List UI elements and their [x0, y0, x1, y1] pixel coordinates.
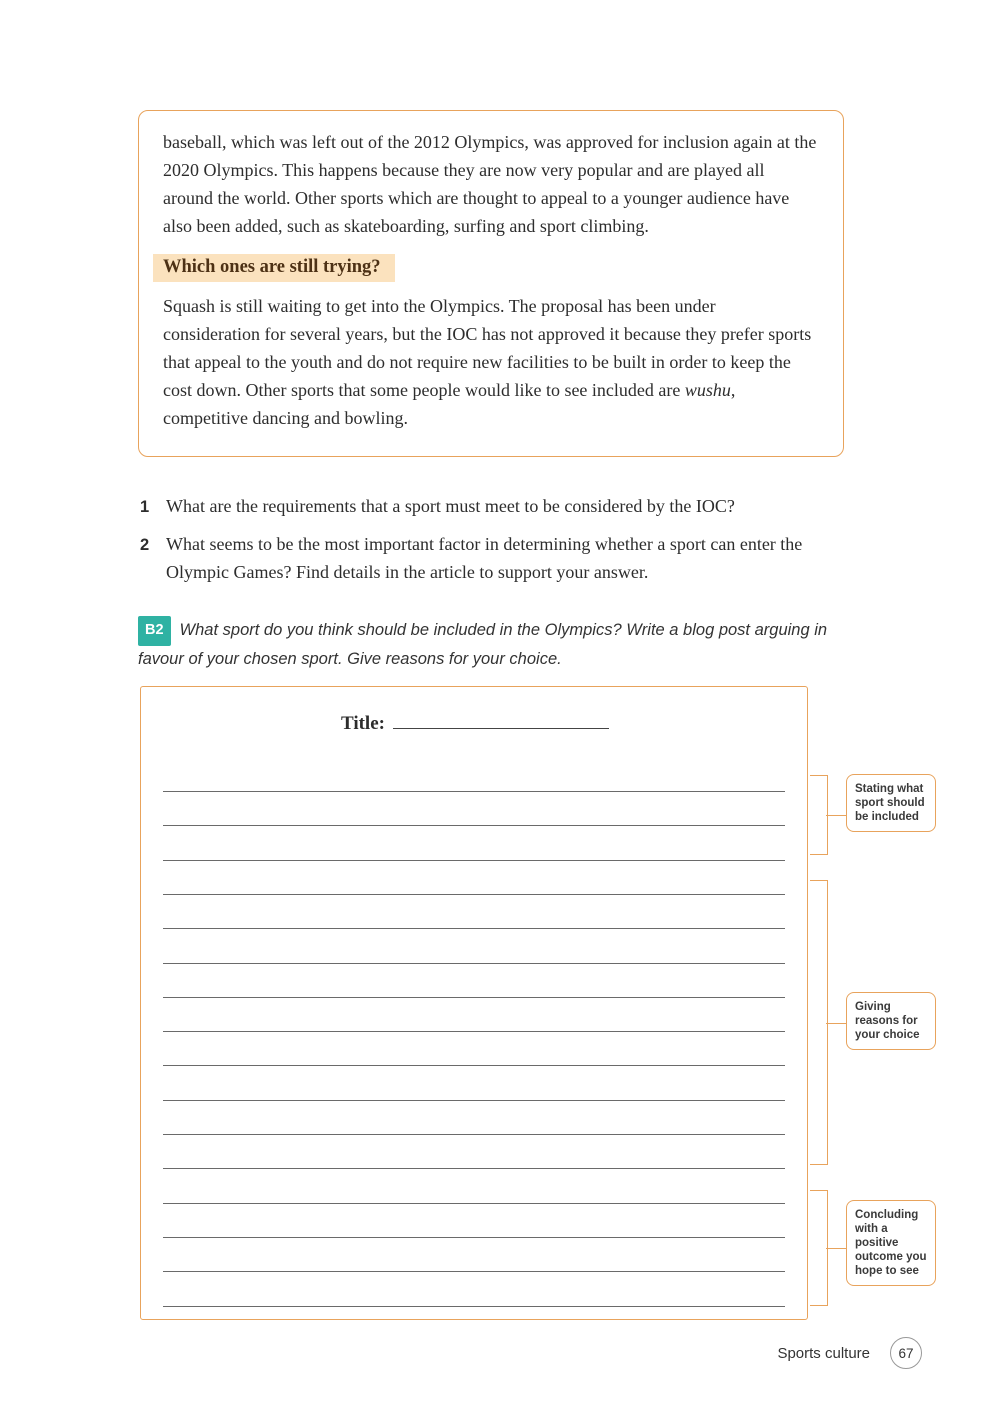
writing-line [163, 963, 785, 964]
writing-line [163, 997, 785, 998]
section-heading: Which ones are still trying? [153, 254, 395, 282]
reading-box [138, 110, 844, 457]
exercise-prompt: What sport do you think should be included in the Olympics? Write a blog post arguing in favour of your chosen sport. Give reasons for your choice. [138, 621, 828, 668]
title-line [393, 714, 609, 729]
writing-line [163, 1134, 785, 1135]
footer [777, 1337, 922, 1369]
question-2 [140, 530, 860, 586]
reading-paragraph-2 [163, 292, 817, 432]
writing-line [163, 1168, 785, 1169]
reading-paragraph-2-italic-term: wushu [684, 380, 731, 400]
footer-section-label: Sports culture [777, 1344, 870, 1362]
writing-line [163, 860, 785, 861]
writing-line [163, 1271, 785, 1272]
connector-stating [826, 815, 848, 816]
title-label: Title: [341, 713, 385, 734]
exercise-badge: B2 [138, 616, 171, 646]
writing-line [163, 1203, 785, 1204]
page-number-badge: 67 [890, 1337, 922, 1369]
writing-line [163, 1306, 785, 1307]
writing-line [163, 894, 785, 895]
writing-line [163, 825, 785, 826]
callout-stating: Stating what sport should be included [846, 774, 936, 832]
questions [140, 492, 860, 595]
reading-paragraph-2-post: , competitive dancing and bowling. [163, 380, 736, 428]
question-1-number: 1 [140, 498, 150, 516]
question-2-number: 2 [140, 536, 150, 554]
connector-reasons [826, 1023, 848, 1024]
question-1 [140, 492, 860, 521]
writing-line [163, 791, 785, 792]
writing-line [163, 1065, 785, 1066]
writing-line [163, 928, 785, 929]
exercise-b2 [138, 617, 852, 672]
question-1-text: What are the requirements that a sport must meet to be considered by the IOC? [166, 496, 735, 516]
writing-line [163, 1031, 785, 1032]
callout-concluding: Concluding with a positive outcome you hope to see [846, 1200, 936, 1286]
question-2-text: What seems to be the most important factor in determining whether a sport can enter the Olympic Games? Find details in the article to support your answer. [166, 534, 803, 582]
writing-line [163, 1100, 785, 1101]
writing-box [140, 686, 808, 1320]
writing-line [163, 1237, 785, 1238]
callout-reasons: Giving reasons for your choice [846, 992, 936, 1050]
reading-paragraph-2-pre: Squash is still waiting to get into the Olympics. The proposal has been under consideration for several years, but the IOC has not approved it because they prefer sports that appeal to the youth and do not require new facilities to be built in order to keep the cost down. Other sports that some people would like to see included are [163, 296, 812, 400]
writing-section [0, 686, 1000, 1346]
title-row [341, 713, 609, 735]
connector-concluding [826, 1248, 848, 1249]
reading-paragraph-1: baseball, which was left out of the 2012 Olympics, was approved for inclusion again at the 2020 Olympics. This happens because they are now very popular and are played all around the world. Other sports which are thought to appeal to a younger audience have also been added, such as skateboarding, surfing and sport climbing. [163, 132, 817, 236]
